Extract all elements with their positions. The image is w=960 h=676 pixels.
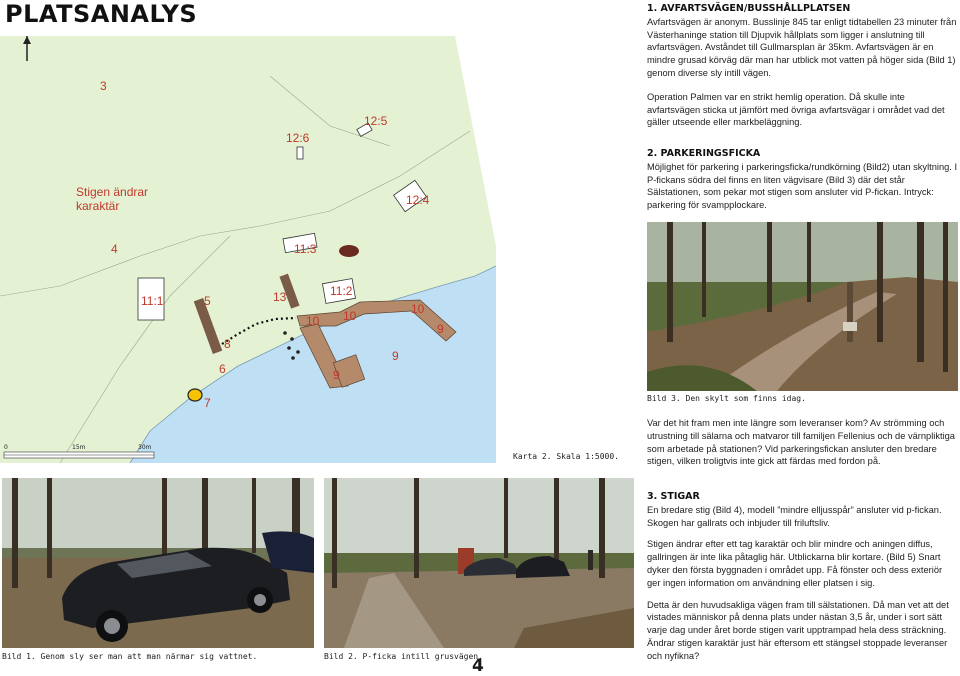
section-2-heading: 2. PARKERINGSFICKA [647,148,761,159]
section-3 [647,491,958,663]
map-label-10c: 10 [411,302,425,316]
map-label-stigen-2: karaktär [76,199,120,213]
map-label-7: 7 [204,396,211,410]
section-2-paragraph-1: Möjlighet för parkering i parkeringsficka/rundkörning (Bild2) utan skyltning. I P-fickans södra del finns en liten vägvisare (Bild 3) där det står Sälstationen, som pekar mot stigen som ansluter vid P-fickan. Intryck: parkering för svampplockare. [647,161,958,211]
photo-bild-2 [324,478,634,648]
marker-dot [291,356,295,360]
map-label-12-4: 12:4 [406,193,430,207]
section-1-paragraph-2: Operation Palmen var en strikt hemlig operation. Då skulle inte avfartsvägen sticka ut jämfört med övriga avfartsvägar i området vad det gäller utseende eller markbeläggning. [647,91,945,128]
map-label-6: 6 [219,362,226,376]
caption-bild-3: Bild 3. Den skylt som finns idag. [647,394,806,403]
map-label-4: 4 [111,242,118,256]
map-label-10a: 10 [306,314,320,328]
section-1 [647,3,958,129]
caption-bild-2: Bild 2. P-ficka intill grusvägen. [324,652,483,661]
yellow-marker [188,389,202,401]
section-1-heading: 1. AVFARTSVÄGEN/BUSSHÅLLPLATSEN [647,3,851,14]
marker-dot [287,346,291,350]
map-label-12-6: 12:6 [286,131,310,145]
map-label-3: 3 [100,79,107,93]
marker-dot [283,331,287,335]
scale-label-0: 0 [4,444,8,451]
section-3-paragraph-1: En bredare stig (Bild 4), modell ”mindre elljusspår” ansluter vid p-fickan. Skogen har gallrats och inbjuder till friluftsliv. [647,504,942,528]
map-label-9a: 9 [437,322,444,336]
photo-bild-1 [2,478,314,648]
marker-dot [290,337,294,341]
page-title: PLATSANALYS [5,0,198,28]
building-12-6 [297,147,303,159]
map-label-9c: 9 [333,368,340,382]
section-1-paragraph-1: Avfartsvägen är anonym. Busslinje 845 tar enligt tidtabellen 23 minuter från Västerhaninge station till Djupvik hållplats som ligger i anslutning till avfartsvägen. Avståndet till Gullmarsplan är 35km. Avfartsvägen är en mindre grusad körväg där man har utblick mot vatten på höger sida (Bild 1) genom diverse sly intill vägen. [647,16,957,78]
photo-bild-3-svg [647,222,958,391]
scale-label-15m: 15m [72,444,86,451]
photo-bild-1-svg [2,478,314,648]
section-3-paragraph-2: Stigen ändrar efter ett tag karaktär och blir mindre och aningen diffus, gallringen är inte lika påtaglig här. Utblickarna blir kortare. (Bild 5) Snart dyker den första byggnaden i området upp. Få fönster och dess exteriör ger ingen information om användning eller platsen i sig. [647,539,943,588]
section-2-continued [647,417,958,468]
map-label-11-3: 11:3 [294,242,317,256]
map-label-8: 8 [224,337,231,351]
caption-bild-1: Bild 1. Genom sly ser man att man närmar sig vattnet. [2,652,258,661]
section-3-heading: 3. STIGAR [647,491,700,502]
photo-bild-3 [647,222,958,391]
marker-dot [296,350,300,354]
building-oval [339,245,359,257]
section-3-paragraph-3: Detta är den huvudsakliga vägen fram till sälstationen. Då man vet att det vistades människor på denna plats under nästan 3,5 år, under i sort sätt varje dag under året borde stigen varit upptrampad hela dess sträckning. Ändrar stigen karaktär just här eftersom ett stängsel stoppade leveranser och nyfikna? [647,599,949,661]
map-label-12-5: 12:5 [364,114,388,128]
site-map-svg [0,36,640,463]
photo-bild-2-svg [324,478,634,648]
map-label-5: 5 [204,294,211,308]
map-label-11-2: 11:2 [330,284,353,298]
page-number: 4 [472,656,484,676]
section-2 [647,148,958,212]
map-caption: Karta 2. Skala 1:5000. [513,452,619,461]
site-map [0,36,640,463]
map-label-11-1: 11:1 [141,294,164,308]
section-2-paragraph-2: Var det hit fram men inte längre som leveranser kom? Av strömming och utrustning till sälarna och matvaror till familjen Fellenius och de värnpliktiga som arbetade på stationen? Vid parkeringsfickan ansluter den bredare stigen, vilken troligtvis inte gick att färdas med fordon på. [647,418,955,467]
scale-label-30m: 30m [138,444,152,451]
map-label-stigen-1: Stigen ändrar [76,185,149,199]
map-label-9b: 9 [392,349,399,363]
map-label-10b: 10 [343,309,357,323]
map-label-13: 13 [273,290,287,304]
